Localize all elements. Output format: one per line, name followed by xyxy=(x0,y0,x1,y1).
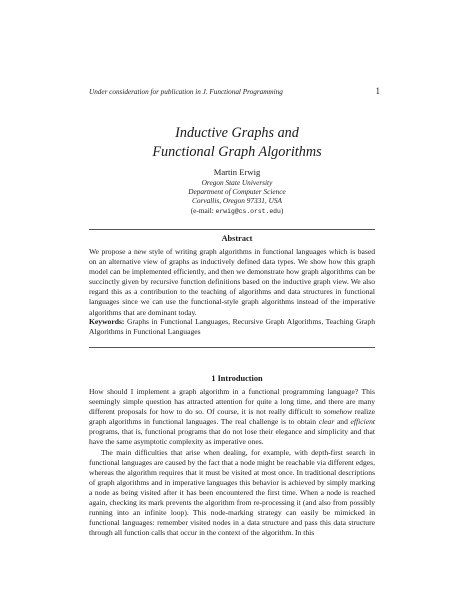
intro-p1-text-d: programs, that is, functional programs that do not lose their elegance and simplicity and that have the same asymptotic complexity as imperative ones. xyxy=(89,427,375,447)
abstract-bottom-rule xyxy=(89,347,375,348)
keywords xyxy=(89,317,375,337)
introduction-body xyxy=(89,387,375,538)
author-name: Martin Erwig xyxy=(213,167,261,177)
title-line-2: Functional Graph Algorithms xyxy=(152,144,322,160)
intro-p1-text-b: realize graph algorithms in functional languages. The real challenge is to obtain xyxy=(89,407,375,427)
title-line-1: Inductive Graphs and xyxy=(175,125,299,141)
email-suffix: ) xyxy=(280,205,284,215)
abstract-heading: Abstract xyxy=(221,234,253,243)
abstract-top-rule xyxy=(89,229,375,230)
intro-p1-emphasis-efficient: efficient xyxy=(350,417,375,427)
journal-note: Under consideration for publication in J. Functional Programming xyxy=(89,88,283,96)
abstract-body xyxy=(89,247,375,318)
intro-paragraph-2: The main difficulties that arise when dealing, for example, with depth-first search in functional languages are caused by the fact that a node might be reachable via different edges, whereas the algorithm requires that it must be visited at most once. In traditional descriptions of graph algorithms and in imperative languages this behavior is achieved by simply marking a node as being visited after it has been encountered the first time. When a node is reached again, checking its mark prevents the algorithm from re-processing it (and also from possibly running into an infinite loop). This node-marking strategy can easily be mimicked in functional languages: remember visited nodes in a data structure and pass this data structure through all function calls that occur in the context of the algorithm. In this xyxy=(89,447,375,538)
running-header xyxy=(89,86,380,100)
section-heading-introduction: 1 Introduction xyxy=(211,374,263,383)
abstract-text: We propose a new style of writing graph algorithms in functional languages which is based on an alternative view of graphs as inductively defined data types. We show how this graph model can be implemented efficiently, and then we demonstrate how graph algorithms can be succinctly given by recursive function definitions based on the inductive graph view. We also regard this as a contribution to the teaching of algorithms and data structures in functional languages since we can use the functional-style graph algorithms instead of the imperative algorithms that are dominant today. xyxy=(89,247,375,317)
author-university: Oregon State University xyxy=(201,178,273,187)
author-location: Corvallis, Oregon 97331, USA xyxy=(192,196,282,206)
keywords-label: Keywords: xyxy=(89,317,125,326)
intro-p1-emphasis-clear: clear xyxy=(318,417,335,427)
author-email xyxy=(0,206,474,216)
paper-title xyxy=(0,124,474,162)
author-department: Department of Computer Science xyxy=(188,187,286,197)
intro-paragraph-1 xyxy=(89,387,375,448)
intro-p1-text-c: and xyxy=(334,417,351,427)
intro-p1-text-a: How should I implement a graph algorithm in a functional programming language? This seemingly simple question has attracted attention for quite a long time, and there are many different proposals for how to do so. Of course, it is not really difficult to xyxy=(89,387,375,417)
email-prefix: (e-mail: xyxy=(190,205,216,215)
page-number: 1 xyxy=(375,86,380,96)
intro-p1-emphasis-somehow: somehow xyxy=(323,407,353,417)
keywords-text: Graphs in Functional Languages, Recursive Graph Algorithms, Teaching Graph Algorithms in Functional Languages xyxy=(89,317,375,337)
author-block xyxy=(0,167,474,216)
email-address: erwig@cs.orst.edu xyxy=(215,207,281,215)
